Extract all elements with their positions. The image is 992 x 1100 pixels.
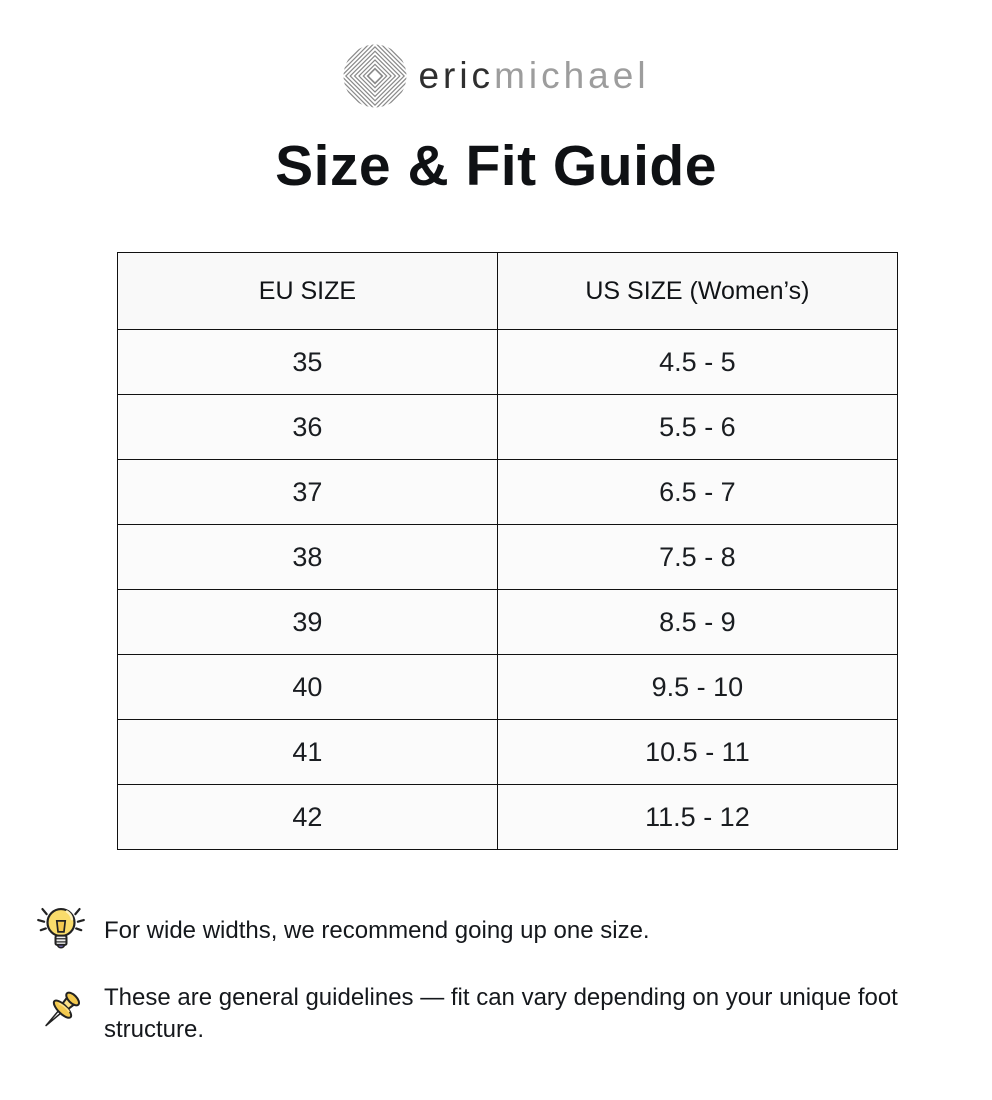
eu-size-cell: 36: [118, 395, 498, 460]
table-row: [118, 330, 898, 395]
eu-size-cell: 37: [118, 460, 498, 525]
note-wide-widths: [34, 902, 964, 960]
page-title: Size & Fit Guide: [275, 134, 717, 198]
note-general-guidelines: [34, 982, 964, 1046]
table-header-row: [118, 253, 898, 330]
brand-logo: [0, 0, 992, 112]
us-size-cell: 11.5 - 12: [497, 785, 897, 850]
table-row: [118, 525, 898, 590]
us-size-cell: 10.5 - 11: [497, 720, 897, 785]
us-size-cell: 8.5 - 9: [497, 590, 897, 655]
eu-size-header: EU SIZE: [118, 253, 498, 330]
us-size-cell: 4.5 - 5: [497, 330, 897, 395]
note-text: These are general guidelines — fit can vary depending on your unique foot structure.: [104, 984, 898, 1043]
us-size-cell: 5.5 - 6: [497, 395, 897, 460]
diamond-lines-logo-icon: [342, 40, 408, 112]
eu-size-cell: 41: [118, 720, 498, 785]
size-table-body: [118, 330, 898, 850]
eu-size-cell: 38: [118, 525, 498, 590]
table-row: [118, 720, 898, 785]
us-size-cell: 7.5 - 8: [497, 525, 897, 590]
eu-size-cell: 39: [118, 590, 498, 655]
brand-wordmark-secondary: michael: [494, 55, 650, 96]
eu-size-cell: 35: [118, 330, 498, 395]
brand-wordmark: [418, 55, 649, 97]
size-table-container: [117, 252, 898, 850]
table-row: [118, 655, 898, 720]
us-size-cell: 6.5 - 7: [497, 460, 897, 525]
table-row: [118, 590, 898, 655]
us-size-cell: 9.5 - 10: [497, 655, 897, 720]
lightbulb-icon: [34, 902, 88, 960]
size-table: [117, 252, 898, 850]
table-row: [118, 785, 898, 850]
table-row: [118, 460, 898, 525]
eu-size-cell: 42: [118, 785, 498, 850]
brand-wordmark-primary: eric: [418, 55, 495, 96]
us-size-header: US SIZE (Women’s): [497, 253, 897, 330]
notes-section: [34, 902, 964, 1046]
table-row: [118, 395, 898, 460]
eu-size-cell: 40: [118, 655, 498, 720]
note-text: For wide widths, we recommend going up one size.: [104, 917, 650, 945]
pushpin-icon: [34, 984, 88, 1044]
